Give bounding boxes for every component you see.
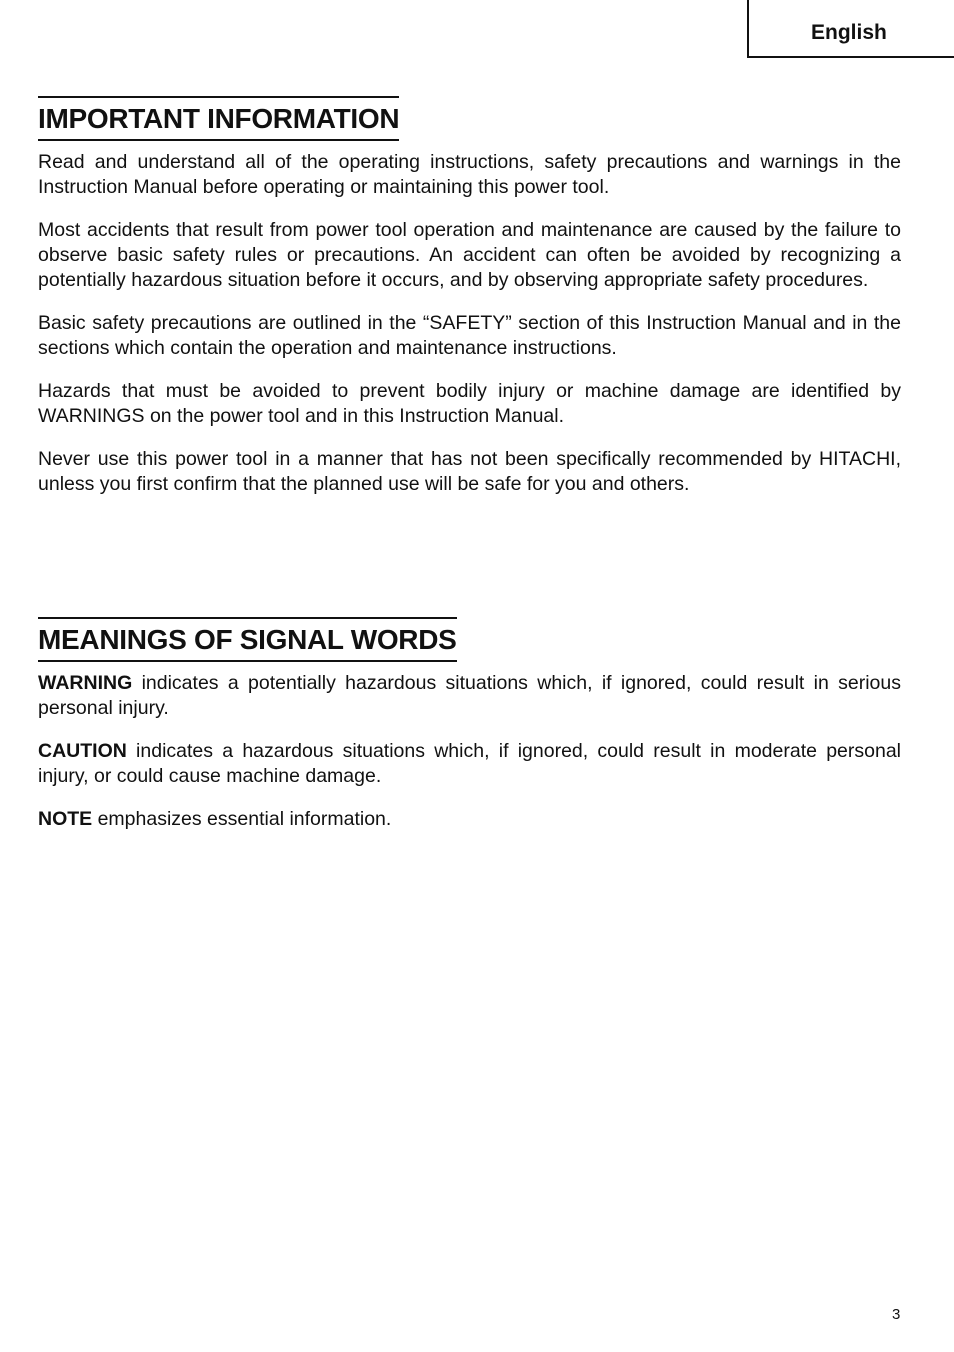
- important-information-body: [38, 150, 901, 497]
- paragraph: Hazards that must be avoided to prevent bodily injury or machine damage are identified by WARNINGS on the power tool and in this Instruction Manual.: [38, 380, 901, 427]
- paragraph: Never use this power tool in a manner that has not been specifically recommended by HITACHI, unless you first confirm that the planned use will be safe for you and others.: [38, 448, 901, 495]
- language-label: English: [811, 21, 887, 44]
- signal-word-definition-caution: [38, 739, 901, 789]
- signal-word-text: indicates a potentially hazardous situations which, if ignored, could result in serious personal injury.: [38, 672, 901, 719]
- language-tab: [747, 0, 954, 58]
- signal-words-heading: MEANINGS OF SIGNAL WORDS: [38, 617, 457, 662]
- important-information-section: [38, 96, 901, 497]
- paragraph: Most accidents that result from power tool operation and maintenance are caused by the failure to observe basic safety rules or precautions. An accident can often be avoided by recognizing a potentially hazardous situation before it occurs, and by observing appropriate safety procedures.: [38, 219, 901, 291]
- important-information-heading: IMPORTANT INFORMATION: [38, 96, 399, 141]
- paragraph: Basic safety precautions are outlined in the “SAFETY” section of this Instruction Manual and in the sections which contain the operation and maintenance instructions.: [38, 312, 901, 359]
- signal-word-definition-note: [38, 807, 901, 832]
- paragraph: Read and understand all of the operating instructions, safety precautions and warnings in the Instruction Manual before operating or maintaining this power tool.: [38, 151, 901, 198]
- signal-words-section: [38, 617, 901, 832]
- signal-word-definition-warning: [38, 671, 901, 721]
- signal-word-term: NOTE: [38, 808, 93, 830]
- signal-word-term: CAUTION: [38, 740, 127, 762]
- signal-words-body: [38, 671, 901, 832]
- signal-word-text: emphasizes essential information.: [92, 808, 392, 830]
- signal-word-term: WARNING: [38, 672, 133, 694]
- signal-word-text: indicates a hazardous situations which, if ignored, could result in moderate personal injury, or could cause machine damage.: [38, 740, 901, 787]
- page-number: 3: [892, 1306, 901, 1323]
